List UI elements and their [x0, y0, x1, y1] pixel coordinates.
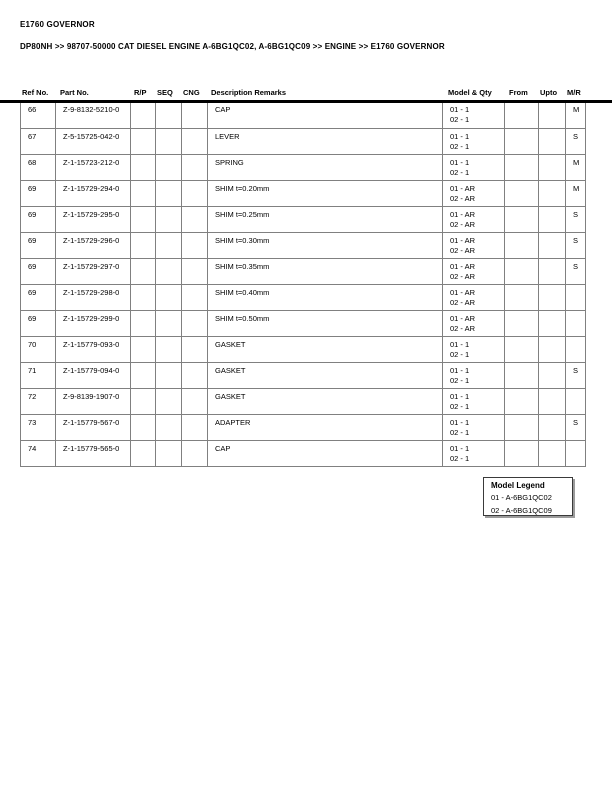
col-header-upto: Upto — [540, 88, 558, 97]
part-no-cell: Z-9-8132-5210-0 — [56, 103, 131, 129]
description-cell: SHIM t=0.35mm — [208, 259, 443, 285]
table-row — [21, 285, 586, 311]
part-no-cell: Z-1-15779-093-0 — [56, 337, 131, 363]
rp-cell — [131, 285, 156, 311]
seq-cell — [156, 233, 182, 259]
upto-cell — [539, 363, 566, 389]
rp-cell — [131, 389, 156, 415]
model-qty-cell: 01 - AR 02 - AR — [443, 181, 505, 207]
model-qty-cell: 01 - 1 02 - 1 — [443, 103, 505, 129]
part-no-cell: Z-1-15779-094-0 — [56, 363, 131, 389]
table-row — [21, 129, 586, 155]
description-cell: SHIM t=0.20mm — [208, 181, 443, 207]
ref-no-cell: 68 — [21, 155, 56, 181]
upto-cell — [539, 337, 566, 363]
cng-cell — [182, 337, 208, 363]
rp-cell — [131, 233, 156, 259]
ref-no-cell: 74 — [21, 441, 56, 467]
seq-cell — [156, 129, 182, 155]
ref-no-cell: 73 — [21, 415, 56, 441]
from-cell — [505, 337, 539, 363]
upto-cell — [539, 181, 566, 207]
col-header-cng: CNG — [183, 88, 200, 97]
cng-cell — [182, 129, 208, 155]
upto-cell — [539, 155, 566, 181]
model-qty-cell: 01 - 1 02 - 1 — [443, 363, 505, 389]
rp-cell — [131, 129, 156, 155]
mr-cell: S — [566, 415, 586, 441]
mr-cell: S — [566, 259, 586, 285]
upto-cell — [539, 389, 566, 415]
seq-cell — [156, 389, 182, 415]
model-qty-cell: 01 - AR 02 - AR — [443, 207, 505, 233]
ref-no-cell: 67 — [21, 129, 56, 155]
col-header-mr: M/R — [567, 88, 581, 97]
model-legend-item: 02 - A-6BG1QC09 — [491, 505, 552, 515]
upto-cell — [539, 259, 566, 285]
description-cell: SPRING — [208, 155, 443, 181]
upto-cell — [539, 285, 566, 311]
seq-cell — [156, 181, 182, 207]
seq-cell — [156, 285, 182, 311]
from-cell — [505, 389, 539, 415]
rp-cell — [131, 181, 156, 207]
mr-cell: M — [566, 103, 586, 129]
table-row — [21, 415, 586, 441]
rp-cell — [131, 363, 156, 389]
seq-cell — [156, 311, 182, 337]
mr-cell — [566, 285, 586, 311]
ref-no-cell: 69 — [21, 181, 56, 207]
from-cell — [505, 311, 539, 337]
from-cell — [505, 285, 539, 311]
page-title: E1760 GOVERNOR — [20, 20, 95, 29]
ref-no-cell: 66 — [21, 103, 56, 129]
ref-no-cell: 69 — [21, 311, 56, 337]
description-cell: GASKET — [208, 337, 443, 363]
table-row — [21, 337, 586, 363]
seq-cell — [156, 207, 182, 233]
model-qty-cell: 01 - 1 02 - 1 — [443, 129, 505, 155]
table-row — [21, 259, 586, 285]
part-no-cell: Z-1-15779-565-0 — [56, 441, 131, 467]
table-row — [21, 207, 586, 233]
model-qty-cell: 01 - 1 02 - 1 — [443, 389, 505, 415]
mr-cell — [566, 389, 586, 415]
ref-no-cell: 71 — [21, 363, 56, 389]
cng-cell — [182, 389, 208, 415]
from-cell — [505, 259, 539, 285]
model-qty-cell: 01 - 1 02 - 1 — [443, 155, 505, 181]
mr-cell: M — [566, 181, 586, 207]
mr-cell — [566, 337, 586, 363]
upto-cell — [539, 415, 566, 441]
table-row — [21, 233, 586, 259]
model-qty-cell: 01 - 1 02 - 1 — [443, 337, 505, 363]
col-header-model-qty: Model & Qty — [448, 88, 492, 97]
part-no-cell: Z-1-15729-299-0 — [56, 311, 131, 337]
seq-cell — [156, 441, 182, 467]
part-no-cell: Z-1-15779-567-0 — [56, 415, 131, 441]
model-qty-cell: 01 - AR 02 - AR — [443, 311, 505, 337]
mr-cell: S — [566, 207, 586, 233]
model-legend-box — [483, 477, 573, 516]
col-header-ref-no: Ref No. — [22, 88, 49, 97]
table-row — [21, 363, 586, 389]
col-header-description: Description Remarks — [211, 88, 287, 97]
from-cell — [505, 207, 539, 233]
description-cell: CAP — [208, 441, 443, 467]
table-row — [21, 181, 586, 207]
rp-cell — [131, 259, 156, 285]
cng-cell — [182, 233, 208, 259]
parts-table — [20, 103, 586, 468]
from-cell — [505, 103, 539, 129]
seq-cell — [156, 259, 182, 285]
part-no-cell: Z-1-15729-294-0 — [56, 181, 131, 207]
part-no-cell: Z-1-15729-295-0 — [56, 207, 131, 233]
mr-cell: S — [566, 129, 586, 155]
cng-cell — [182, 181, 208, 207]
model-qty-cell: 01 - AR 02 - AR — [443, 285, 505, 311]
description-cell: GASKET — [208, 363, 443, 389]
cng-cell — [182, 311, 208, 337]
part-no-cell: Z-1-15729-296-0 — [56, 233, 131, 259]
part-no-cell: Z-9-8139-1907-0 — [56, 389, 131, 415]
col-header-rp: R/P — [134, 88, 147, 97]
rp-cell — [131, 441, 156, 467]
model-qty-cell: 01 - AR 02 - AR — [443, 233, 505, 259]
cng-cell — [182, 259, 208, 285]
description-cell: LEVER — [208, 129, 443, 155]
seq-cell — [156, 363, 182, 389]
table-column-headers — [20, 88, 585, 97]
description-cell: SHIM t=0.25mm — [208, 207, 443, 233]
from-cell — [505, 233, 539, 259]
from-cell — [505, 415, 539, 441]
breadcrumb: DP80NH >> 98707-50000 CAT DIESEL ENGINE A-6BG1QC02, A-6BG1QC09 >> ENGINE >> E1760 GOVERNOR — [20, 42, 445, 51]
col-header-from: From — [509, 88, 528, 97]
ref-no-cell: 72 — [21, 389, 56, 415]
mr-cell — [566, 311, 586, 337]
upto-cell — [539, 103, 566, 129]
cng-cell — [182, 207, 208, 233]
ref-no-cell: 69 — [21, 233, 56, 259]
upto-cell — [539, 207, 566, 233]
model-qty-cell: 01 - 1 02 - 1 — [443, 415, 505, 441]
rp-cell — [131, 207, 156, 233]
model-legend-item: 01 - A-6BG1QC02 — [491, 493, 552, 502]
upto-cell — [539, 129, 566, 155]
cng-cell — [182, 155, 208, 181]
model-qty-cell: 01 - 1 02 - 1 — [443, 441, 505, 467]
cng-cell — [182, 103, 208, 129]
rp-cell — [131, 415, 156, 441]
description-cell: ADAPTER — [208, 415, 443, 441]
from-cell — [505, 155, 539, 181]
rp-cell — [131, 311, 156, 337]
ref-no-cell: 69 — [21, 207, 56, 233]
mr-cell — [566, 441, 586, 467]
upto-cell — [539, 441, 566, 467]
from-cell — [505, 441, 539, 467]
from-cell — [505, 181, 539, 207]
seq-cell — [156, 337, 182, 363]
upto-cell — [539, 233, 566, 259]
table-row — [21, 441, 586, 467]
ref-no-cell: 69 — [21, 285, 56, 311]
part-no-cell: Z-1-15729-297-0 — [56, 259, 131, 285]
seq-cell — [156, 103, 182, 129]
part-no-cell: Z-1-15729-298-0 — [56, 285, 131, 311]
from-cell — [505, 363, 539, 389]
mr-cell: S — [566, 233, 586, 259]
cng-cell — [182, 285, 208, 311]
description-cell: GASKET — [208, 389, 443, 415]
upto-cell — [539, 311, 566, 337]
cng-cell — [182, 441, 208, 467]
col-header-seq: SEQ — [157, 88, 173, 97]
part-no-cell: Z-5-15725-042-0 — [56, 129, 131, 155]
table-row — [21, 155, 586, 181]
part-no-cell: Z-1-15723-212-0 — [56, 155, 131, 181]
table-row — [21, 103, 586, 129]
cng-cell — [182, 415, 208, 441]
description-cell: CAP — [208, 103, 443, 129]
seq-cell — [156, 155, 182, 181]
rp-cell — [131, 337, 156, 363]
cng-cell — [182, 363, 208, 389]
seq-cell — [156, 415, 182, 441]
ref-no-cell: 70 — [21, 337, 56, 363]
mr-cell: S — [566, 363, 586, 389]
model-qty-cell: 01 - AR 02 - AR — [443, 259, 505, 285]
ref-no-cell: 69 — [21, 259, 56, 285]
description-cell: SHIM t=0.50mm — [208, 311, 443, 337]
table-row — [21, 311, 586, 337]
mr-cell: M — [566, 155, 586, 181]
model-legend-title: Model Legend — [491, 481, 545, 490]
from-cell — [505, 129, 539, 155]
rp-cell — [131, 103, 156, 129]
description-cell: SHIM t=0.40mm — [208, 285, 443, 311]
description-cell: SHIM t=0.30mm — [208, 233, 443, 259]
table-row — [21, 389, 586, 415]
rp-cell — [131, 155, 156, 181]
col-header-part-no: Part No. — [60, 88, 89, 97]
